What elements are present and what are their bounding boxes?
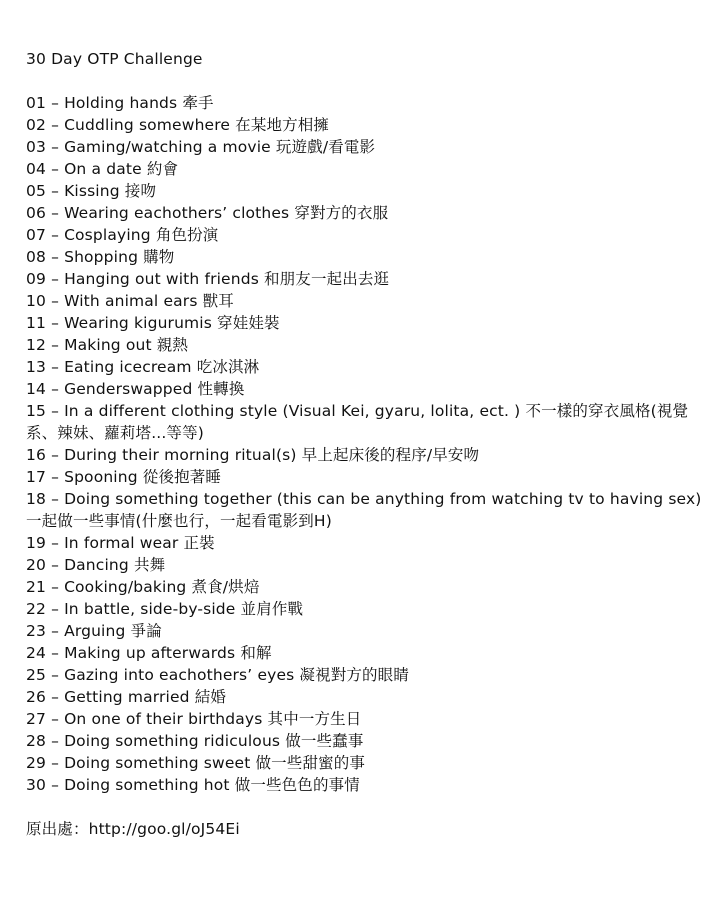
list-item-text: 22 – In battle, side-by-side 並肩作戰 (26, 600, 304, 618)
list-item-text: 16 – During their morning ritual(s) 早上起床後的程序/早安吻 (26, 446, 480, 464)
list-item (26, 378, 706, 400)
list-item-text: 26 – Getting married 結婚 (26, 688, 227, 706)
list-item-text-continued: 系、辣妹、蘿莉塔...等等) (26, 424, 204, 442)
list-item-text: 01 – Holding hands 牽手 (26, 94, 214, 112)
list-item (26, 466, 706, 488)
list-item (26, 664, 706, 686)
document (26, 48, 706, 840)
list-item (26, 268, 706, 290)
list-item-text: 21 – Cooking/baking 煮食/烘焙 (26, 578, 260, 596)
list-item (26, 488, 706, 532)
list-item (26, 158, 706, 180)
list-item-text: 14 – Genderswapped 性轉換 (26, 380, 245, 398)
list-item-text: 05 – Kissing 接吻 (26, 182, 157, 200)
list-item (26, 246, 706, 268)
list-item (26, 290, 706, 312)
list-item (26, 444, 706, 466)
list-item-text: 19 – In formal wear 正裝 (26, 534, 215, 552)
list-item (26, 92, 706, 114)
list-item (26, 554, 706, 576)
list-item (26, 180, 706, 202)
list-item-text: 07 – Cosplaying 角色扮演 (26, 226, 219, 244)
list-item (26, 774, 706, 796)
list-item (26, 224, 706, 246)
list-item-text: 11 – Wearing kigurumis 穿娃娃裝 (26, 314, 280, 332)
list-item (26, 686, 706, 708)
list-item-text: 20 – Dancing 共舞 (26, 556, 166, 574)
list-item (26, 598, 706, 620)
list-item (26, 752, 706, 774)
list-item-text: 24 – Making up afterwards 和解 (26, 644, 272, 662)
list-item (26, 136, 706, 158)
list-item (26, 334, 706, 356)
list-item-text: 25 – Gazing into eachothers’ eyes 凝視對方的眼睛 (26, 666, 409, 684)
list-item-text: 13 – Eating icecream 吃冰淇淋 (26, 358, 260, 376)
list-item-text: 30 – Doing something hot 做一些色色的事情 (26, 776, 360, 794)
page-title: 30 Day OTP Challenge (26, 50, 203, 68)
list-item (26, 576, 706, 598)
list-item-text: 03 – Gaming/watching a movie 玩遊戲/看電影 (26, 138, 376, 156)
list-item-text: 15 – In a different clothing style (Visual Kei, gyaru, lolita, ect. ) 不一樣的穿衣風格(視覺 (26, 402, 689, 420)
list-item-text: 18 – Doing something together (this can be anything from watching tv to having sex) (26, 490, 702, 508)
list-item (26, 730, 706, 752)
list-item (26, 356, 706, 378)
list-item-text-continued: 一起做一些事情(什麼也行，一起看電影到H) (26, 512, 332, 530)
list-item (26, 708, 706, 730)
list-item (26, 202, 706, 224)
list-item-text: 23 – Arguing 爭論 (26, 622, 162, 640)
list-item (26, 400, 706, 444)
list-item-text: 08 – Shopping 購物 (26, 248, 175, 266)
list-item (26, 312, 706, 334)
list-item (26, 620, 706, 642)
list-item (26, 642, 706, 664)
list-item-text: 06 – Wearing eachothers’ clothes 穿對方的衣服 (26, 204, 389, 222)
list-item (26, 532, 706, 554)
source-line: 原出處：http://goo.gl/oJ54Ei (26, 820, 240, 838)
list-item-text: 02 – Cuddling somewhere 在某地方相擁 (26, 116, 330, 134)
list-item-text: 10 – With animal ears 獸耳 (26, 292, 234, 310)
list-item-text: 12 – Making out 親熱 (26, 336, 189, 354)
list-item-text: 29 – Doing something sweet 做一些甜蜜的事 (26, 754, 366, 772)
challenge-list (26, 92, 706, 796)
list-item-text: 17 – Spooning 從後抱著睡 (26, 468, 222, 486)
list-item-text: 28 – Doing something ridiculous 做一些蠢事 (26, 732, 364, 750)
list-item-text: 27 – On one of their birthdays 其中一方生日 (26, 710, 362, 728)
list-item-text: 09 – Hanging out with friends 和朋友一起出去逛 (26, 270, 390, 288)
list-item (26, 114, 706, 136)
list-item-text: 04 – On a date 約會 (26, 160, 179, 178)
